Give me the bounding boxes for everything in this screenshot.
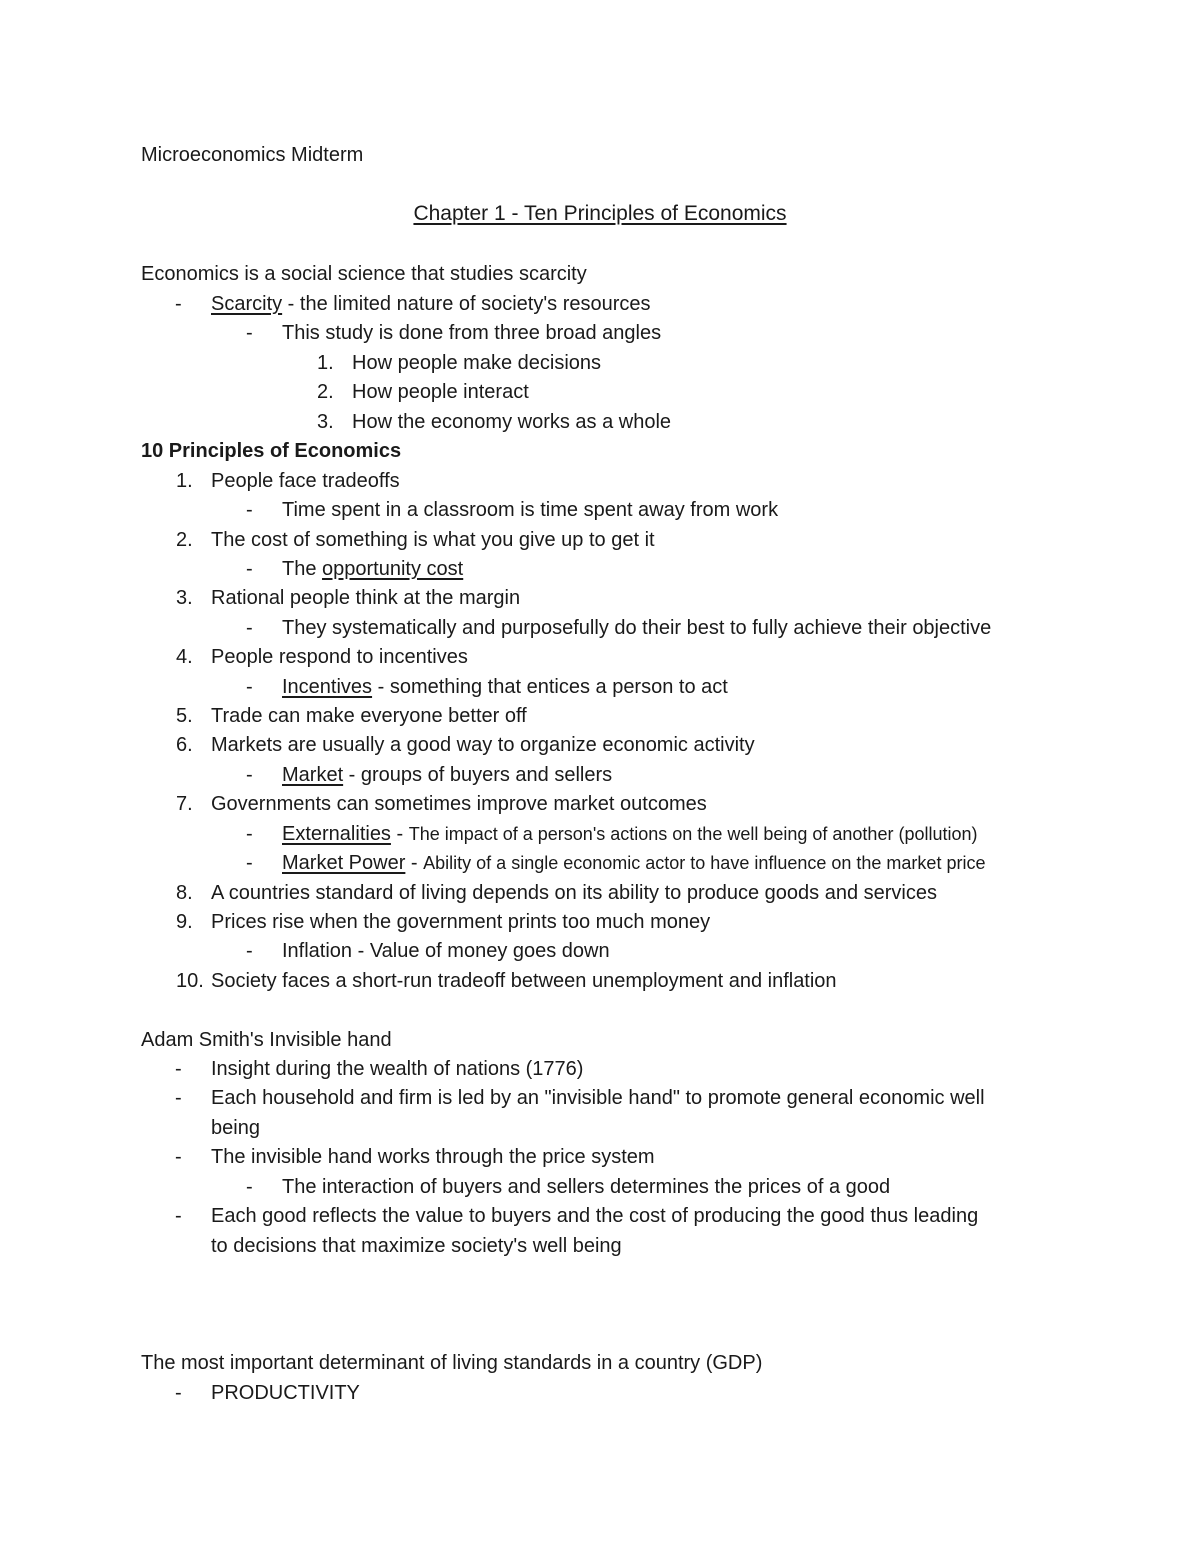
item-number: 4. bbox=[176, 646, 193, 668]
item-number: 2. bbox=[176, 529, 193, 551]
bullet-marker: - bbox=[246, 823, 253, 845]
term-incentives: Incentives bbox=[282, 676, 373, 698]
list-item bbox=[0, 967, 1140, 997]
list-item bbox=[0, 1379, 1140, 1409]
list-item bbox=[0, 702, 1140, 732]
principle-text: People respond to incentives bbox=[211, 646, 468, 668]
principle-text: Society faces a short-run tradeoff between unemployment and inflation bbox=[211, 970, 837, 992]
gdp-heading-line bbox=[0, 1349, 1140, 1379]
principle-text: Markets are usually a good way to organize economic activity bbox=[211, 734, 755, 756]
sub-text: The opportunity cost bbox=[282, 558, 464, 580]
intro-line bbox=[0, 260, 1140, 290]
list-item bbox=[0, 761, 1140, 791]
principle-text: People face tradeoffs bbox=[211, 470, 400, 492]
item-text: How people make decisions bbox=[352, 352, 602, 374]
item-number: 3. bbox=[176, 587, 193, 609]
sub-text: Market - groups of buyers and sellers bbox=[282, 764, 613, 786]
bullet-text: to decisions that maximize society's well being bbox=[211, 1235, 622, 1257]
bullet-marker: - bbox=[246, 764, 253, 786]
list-item bbox=[0, 555, 1140, 585]
principle-text: Prices rise when the government prints too much money bbox=[211, 911, 711, 933]
bullet-marker: - bbox=[246, 499, 253, 521]
list-item bbox=[0, 1173, 1140, 1203]
list-item bbox=[0, 319, 1140, 349]
doc-title: Microeconomics Midterm bbox=[141, 144, 364, 166]
angles-text: This study is done from three broad angles bbox=[282, 322, 662, 344]
chapter-title: Chapter 1 - Ten Principles of Economics bbox=[413, 202, 787, 225]
bullet-text: PRODUCTIVITY bbox=[211, 1382, 360, 1404]
principle-text: A countries standard of living depends on its ability to produce goods and services bbox=[211, 882, 937, 904]
sub-text: They systematically and purposefully do their best to fully achieve their objective bbox=[282, 617, 992, 639]
list-item bbox=[0, 349, 1140, 379]
list-item bbox=[0, 378, 1140, 408]
sub-text: Externalities - The impact of a person's actions on the well being of another (pollution) bbox=[282, 823, 978, 845]
term-externalities: Externalities bbox=[282, 823, 391, 845]
list-item bbox=[0, 790, 1140, 820]
list-item bbox=[0, 731, 1140, 761]
item-number: 10. bbox=[176, 970, 204, 992]
item-number: 9. bbox=[176, 911, 193, 933]
item-text: How the economy works as a whole bbox=[352, 411, 672, 433]
list-item bbox=[0, 496, 1140, 526]
item-text: How people interact bbox=[352, 381, 529, 403]
list-item-continuation bbox=[0, 1114, 1140, 1144]
bullet-text: Each good reflects the value to buyers and the cost of producing the good thus leading bbox=[211, 1205, 979, 1227]
bullet-marker: - bbox=[175, 1382, 182, 1404]
list-item bbox=[0, 1084, 1140, 1114]
term-market: Market bbox=[282, 764, 344, 786]
scarcity-definition: Scarcity - the limited nature of society's resources bbox=[211, 293, 651, 315]
principles-heading: 10 Principles of Economics bbox=[141, 440, 402, 462]
chapter-title-line bbox=[0, 199, 1200, 229]
list-item bbox=[0, 614, 1140, 644]
list-item bbox=[0, 467, 1140, 497]
list-item bbox=[0, 1055, 1140, 1085]
sub-text: Incentives - something that entices a person to act bbox=[282, 676, 728, 698]
list-item bbox=[0, 643, 1140, 673]
list-item bbox=[0, 673, 1140, 703]
bullet-marker: - bbox=[246, 676, 253, 698]
item-number: 8. bbox=[176, 882, 193, 904]
list-item bbox=[0, 290, 1140, 320]
item-number: 1. bbox=[317, 352, 334, 374]
list-item bbox=[0, 1202, 1140, 1232]
bullet-text: Each household and firm is led by an "invisible hand" to promote general economic well bbox=[211, 1087, 985, 1109]
list-item-continuation bbox=[0, 1232, 1140, 1262]
doc-title-line bbox=[0, 141, 1140, 171]
item-number: 1. bbox=[176, 470, 193, 492]
sub-text: Market Power - Ability of a single economic actor to have influence on the market price bbox=[282, 852, 986, 874]
principle-text: Governments can sometimes improve market outcomes bbox=[211, 793, 707, 815]
item-number: 7. bbox=[176, 793, 193, 815]
principle-text: Rational people think at the margin bbox=[211, 587, 521, 609]
list-item bbox=[0, 908, 1140, 938]
list-item bbox=[0, 526, 1140, 556]
list-item bbox=[0, 408, 1140, 438]
bullet-text: being bbox=[211, 1117, 260, 1139]
bullet-marker: - bbox=[246, 322, 253, 344]
principle-text: The cost of something is what you give up to get it bbox=[211, 529, 655, 551]
term-market-power: Market Power bbox=[282, 852, 406, 874]
bullet-marker: - bbox=[175, 1146, 182, 1168]
bullet-marker: - bbox=[246, 558, 253, 580]
item-number: 3. bbox=[317, 411, 334, 433]
list-item bbox=[0, 879, 1140, 909]
smith-heading: Adam Smith's Invisible hand bbox=[141, 1029, 392, 1051]
sub-text: Inflation - Value of money goes down bbox=[282, 940, 610, 962]
bullet-marker: - bbox=[246, 852, 253, 874]
term-scarcity: Scarcity bbox=[211, 293, 283, 315]
sub-text: The interaction of buyers and sellers determines the prices of a good bbox=[282, 1176, 891, 1198]
smith-heading-line bbox=[0, 1026, 1140, 1056]
bullet-marker: - bbox=[246, 617, 253, 639]
bullet-marker: - bbox=[175, 1058, 182, 1080]
bullet-marker: - bbox=[175, 1087, 182, 1109]
bullet-marker: - bbox=[175, 1205, 182, 1227]
sub-text: Time spent in a classroom is time spent away from work bbox=[282, 499, 779, 521]
list-item bbox=[0, 1143, 1140, 1173]
item-number: 5. bbox=[176, 705, 193, 727]
term-opportunity-cost: opportunity cost bbox=[322, 558, 464, 580]
bullet-marker: - bbox=[246, 940, 253, 962]
principles-heading-line bbox=[0, 437, 1140, 467]
bullet-text: Insight during the wealth of nations (1776) bbox=[211, 1058, 584, 1080]
principle-text: Trade can make everyone better off bbox=[211, 705, 527, 727]
bullet-text: The invisible hand works through the price system bbox=[211, 1146, 655, 1168]
gdp-heading: The most important determinant of living standards in a country (GDP) bbox=[141, 1352, 763, 1374]
list-item bbox=[0, 584, 1140, 614]
list-item bbox=[0, 820, 1140, 850]
list-item bbox=[0, 937, 1140, 967]
bullet-marker: - bbox=[246, 1176, 253, 1198]
list-item bbox=[0, 849, 1140, 879]
item-number: 6. bbox=[176, 734, 193, 756]
item-number: 2. bbox=[317, 381, 334, 403]
intro-text: Economics is a social science that studies scarcity bbox=[141, 263, 587, 285]
bullet-marker: - bbox=[175, 293, 182, 315]
